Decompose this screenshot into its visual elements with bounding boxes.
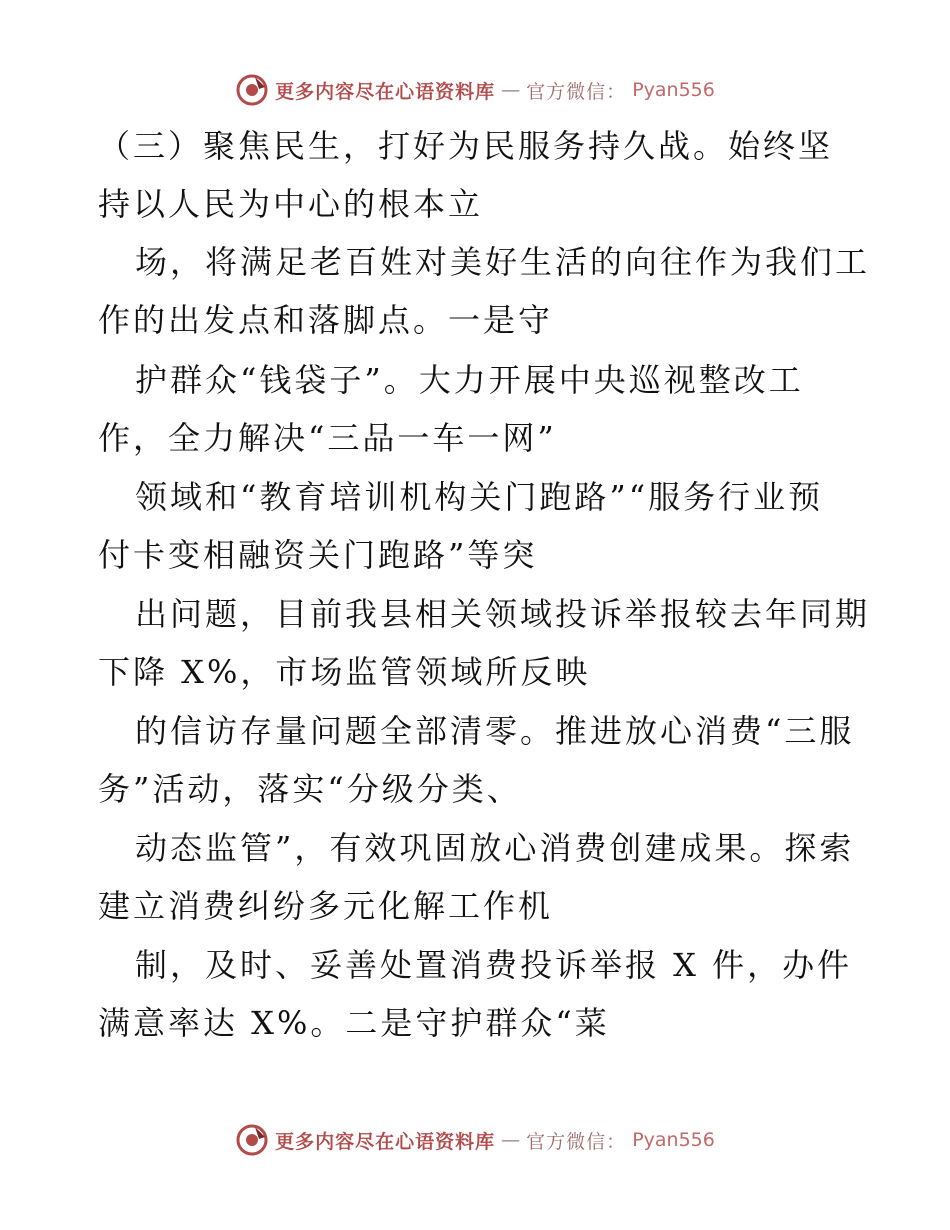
body-line: 务”活动，落实“分级分类、 [98, 770, 522, 808]
banner-wechat-label: 官方微信： [526, 1130, 627, 1153]
body-line: 出问题，目前我县相关领域投诉举报较去年同期 [135, 595, 871, 633]
body-line: 制，及时、妥善处置消费投诉举报 X 件，办件 [135, 946, 853, 984]
banner-wechat-id: Pyan556 [632, 79, 715, 101]
body-line: 场，将满足老百姓对美好生活的向往作为我们工 [135, 243, 871, 281]
body-line: 护群众“钱袋子”。大力开展中央巡视整改工 [135, 361, 804, 399]
body-line: 付卡变相融资关门跑路”等突 [98, 536, 538, 574]
body-line: 满意率达 X%。二是守护群众“菜 [98, 1004, 610, 1042]
banner-separator: — [501, 1129, 521, 1151]
body-line: 作，全力解决“三品一车一网” [98, 419, 557, 457]
banner-wechat-id: Pyan556 [632, 1129, 715, 1151]
footer-banner [0, 1120, 950, 1160]
body-line: 动态监管”，有效巩固放心消费创建成果。探索 [135, 829, 855, 867]
banner-title: 更多内容尽在心语资料库 [275, 80, 496, 103]
body-line: 下降 X%，市场监管领域所反映 [98, 653, 591, 691]
body-line: （三）聚焦民生，打好为民服务持久战。始终坚 [98, 127, 834, 165]
body-line: 的信访存量问题全部清零。推进放心消费“三服 [135, 712, 855, 750]
body-line: 作的出发点和落脚点。一是守 [98, 301, 554, 339]
banner-separator: — [501, 79, 521, 101]
banner-wechat-label: 官方微信： [526, 80, 627, 103]
banner-title: 更多内容尽在心语资料库 [275, 1130, 496, 1153]
body-line: 建立消费纠纷多元化解工作机 [98, 887, 554, 925]
body-line: 持以人民为中心的根本立 [98, 185, 484, 223]
header-banner [0, 70, 950, 110]
body-line: 领域和“教育培训机构关门跑路”“服务行业预 [135, 478, 824, 516]
logo-icon [235, 73, 269, 107]
logo-icon [235, 1123, 269, 1157]
